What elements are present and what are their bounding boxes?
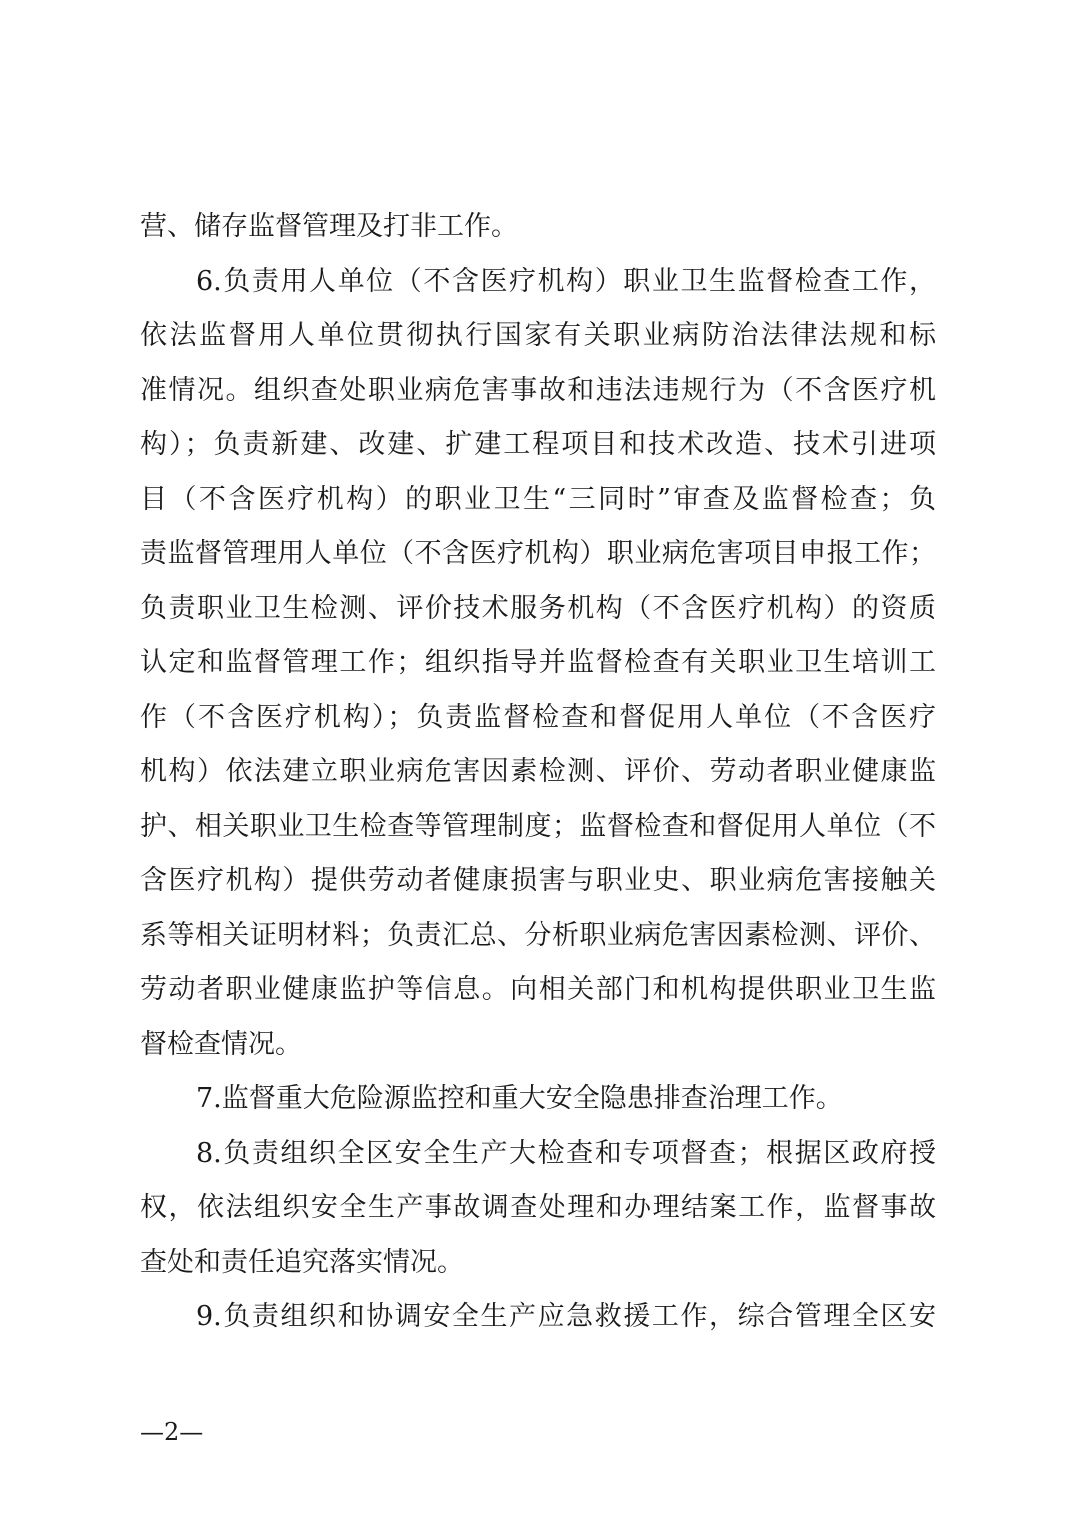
paragraph-6-line: 目（不含医疗机构）的职业卫生“三同时”审查及监督检查；负: [140, 483, 936, 515]
paragraph-6-line: 认定和监督管理工作；组织指导并监督检查有关职业卫生培训工: [140, 647, 936, 678]
paragraph-6-line: 督检查情况。: [140, 1028, 302, 1060]
paragraph-8-line: 权，依法组织安全生产事故调查处理和办理结案工作，监督事故: [140, 1192, 936, 1223]
paragraph-6-line: 责监督管理用人单位（不含医疗机构）职业病危害项目申报工作；: [140, 538, 936, 569]
paragraph-6-line: 系等相关证明材料；负责汇总、分析职业病危害因素检测、评价、: [140, 919, 936, 951]
paragraph-6-line: 依法监督用人单位贯彻执行国家有关职业病防治法律法规和标: [140, 320, 936, 351]
paragraph-6-line: 作（不含医疗机构）；负责监督检查和督促用人单位（不含医疗: [140, 701, 936, 733]
document-body: [140, 200, 936, 1345]
paragraph-6-line: 护、相关职业卫生检查等管理制度；监督检查和督促用人单位（不: [140, 810, 936, 842]
paragraph-6-line: 准情况。组织查处职业病危害事故和违法违规行为（不含医疗机: [140, 374, 936, 406]
paragraph-6-line: 6.负责用人单位（不含医疗机构）职业卫生监督检查工作，: [196, 265, 936, 297]
paragraph-8-line: 8.负责组织全区安全生产大检查和专项督查；根据区政府授: [196, 1137, 936, 1169]
paragraph-6-line: 机构）依法建立职业病危害因素检测、评价、劳动者职业健康监: [140, 756, 936, 787]
paragraph-6-line: 劳动者职业健康监护等信息。向相关部门和机构提供职业卫生监: [140, 974, 936, 1005]
paragraph-8-line: 查处和责任追究落实情况。: [140, 1246, 464, 1278]
text-line: 营、储存监督管理及打非工作。: [140, 211, 518, 242]
paragraph-6-line: 含医疗机构）提供劳动者健康损害与职业史、职业病危害接触关: [140, 865, 936, 896]
page-number: —2—: [140, 1418, 204, 1446]
paragraph-6-line: 负责职业卫生检测、评价技术服务机构（不含医疗机构）的资质: [140, 592, 936, 624]
paragraph-9-line: 9.负责组织和协调安全生产应急救援工作，综合管理全区安: [196, 1301, 936, 1332]
paragraph-6-line: 构）；负责新建、改建、扩建工程项目和技术改造、技术引进项: [140, 429, 936, 460]
paragraph-7-line: 7.监督重大危险源监控和重大安全隐患排查治理工作。: [196, 1083, 843, 1114]
